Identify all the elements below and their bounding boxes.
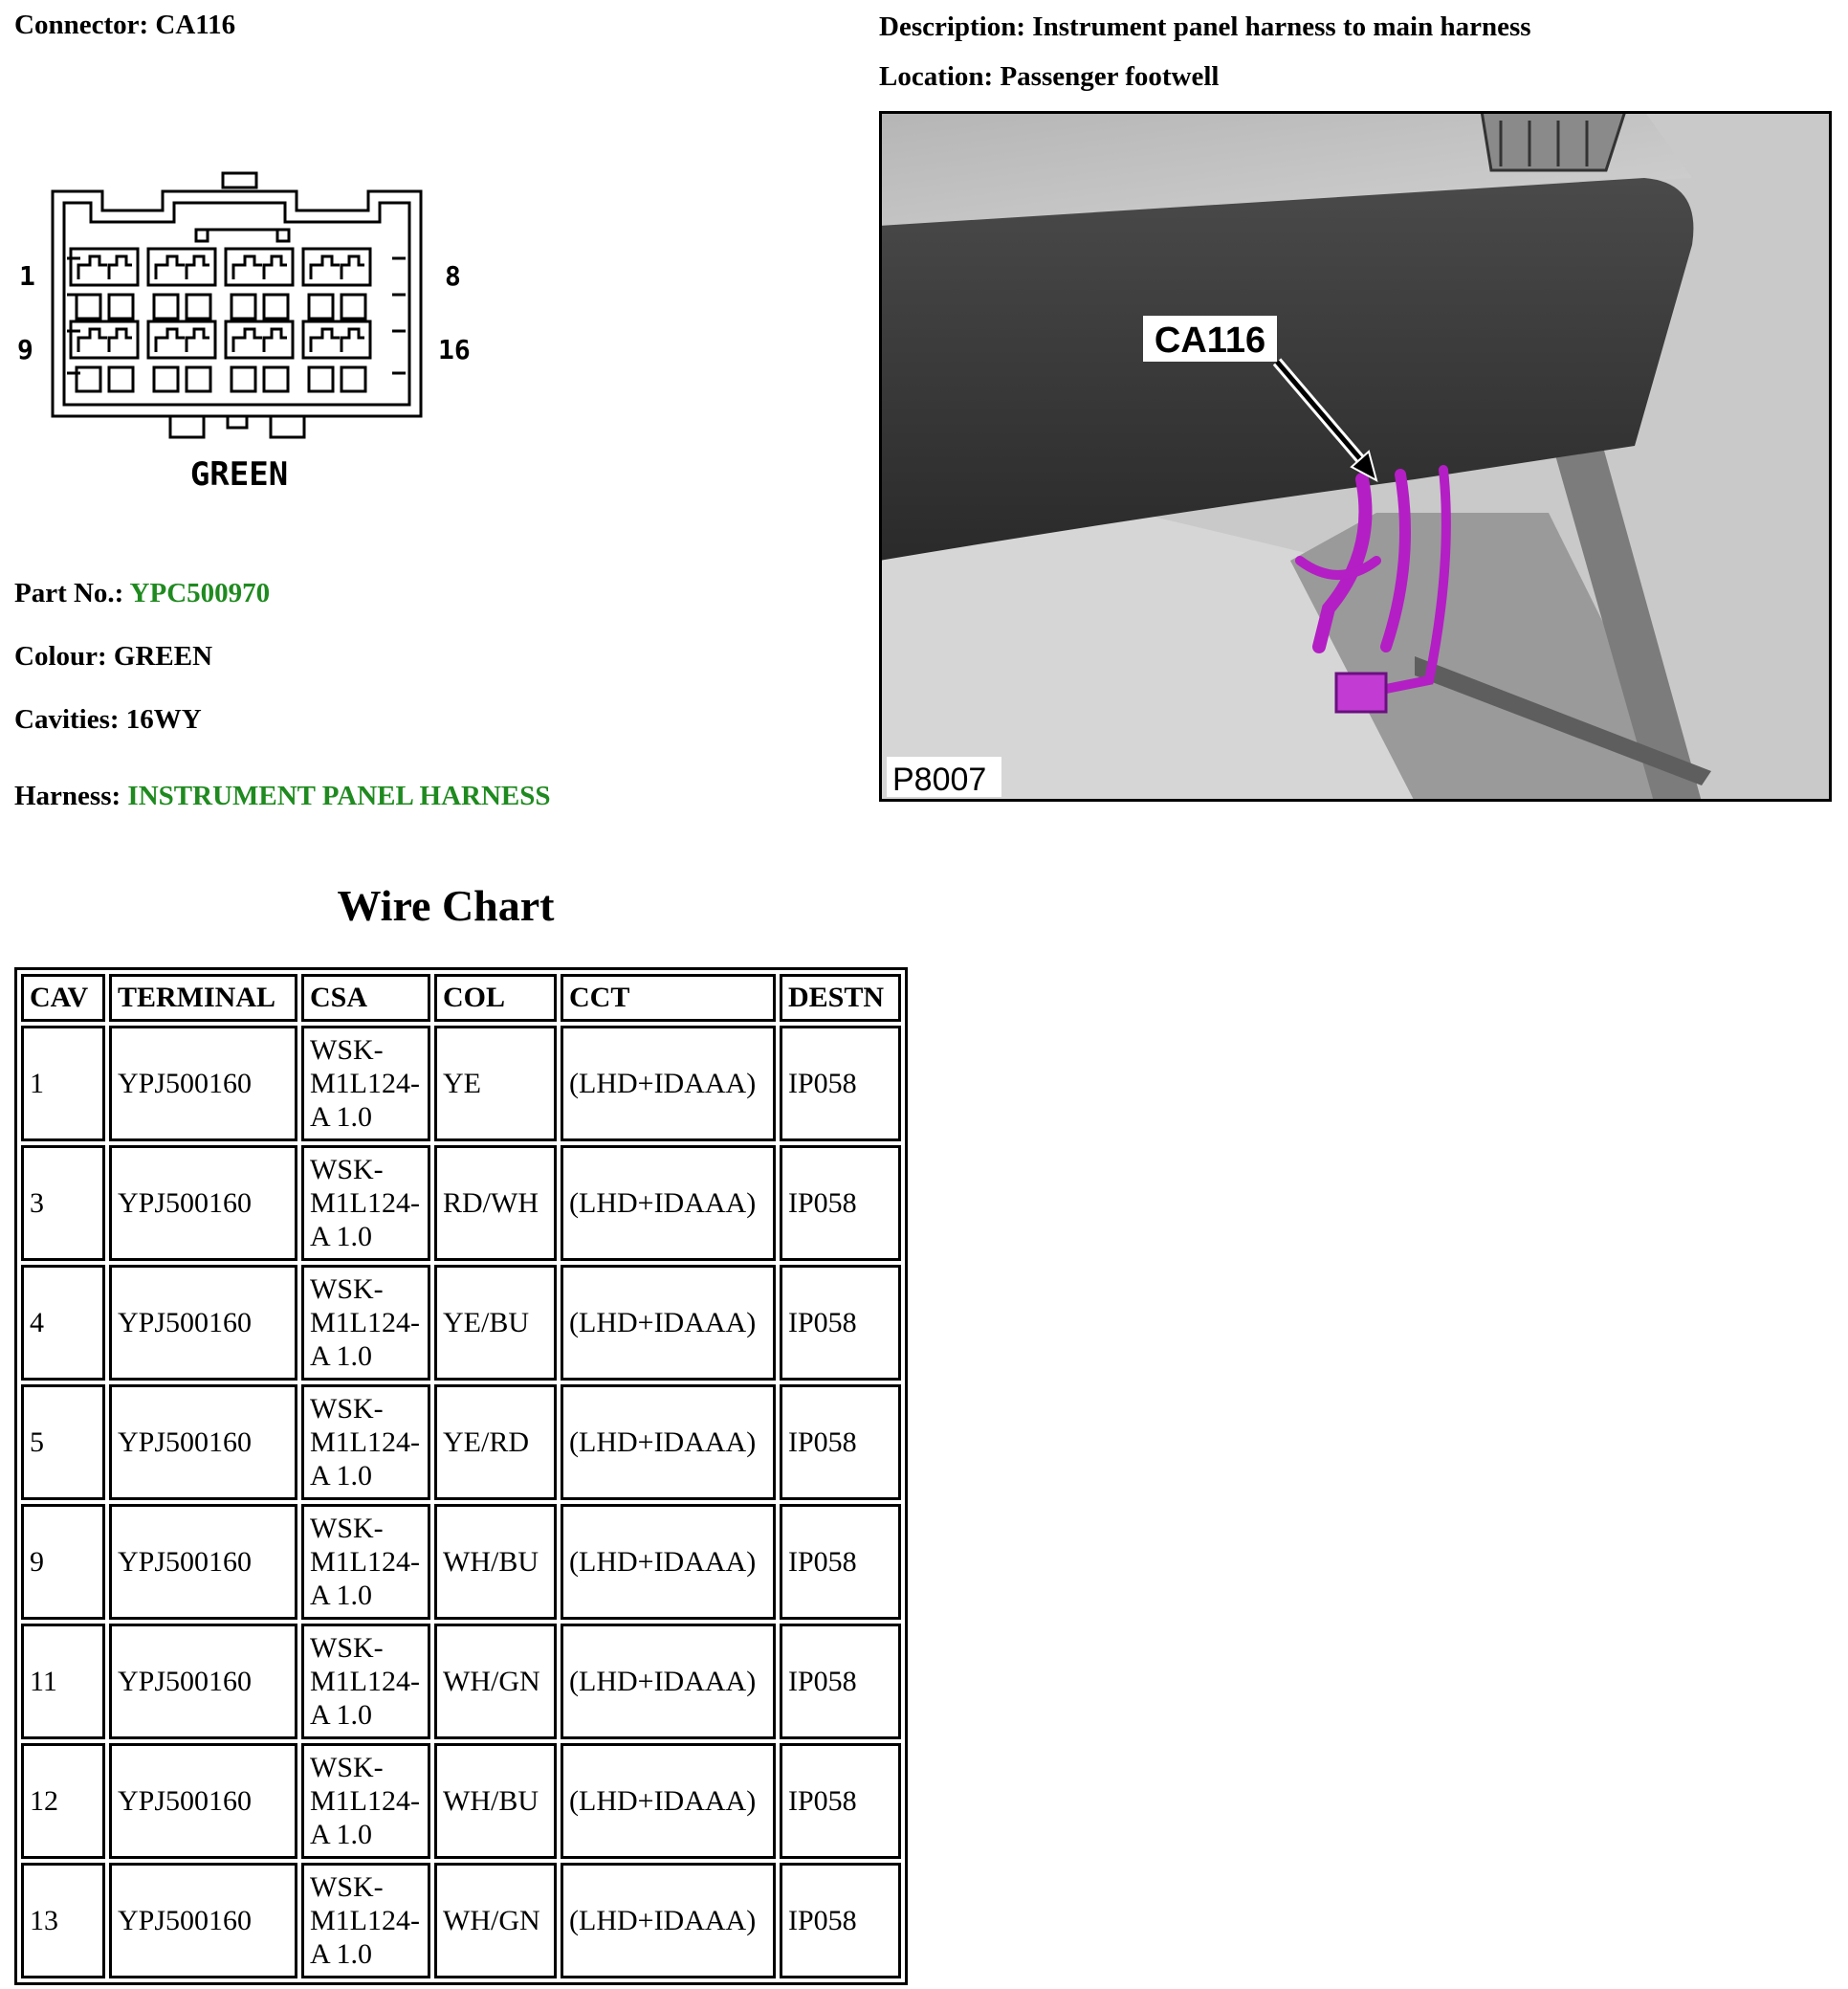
cell-cav: 1 [21,1026,105,1141]
cell-destn: IP058 [780,1145,901,1261]
cell-terminal: YPJ500160 [109,1265,297,1381]
terminal-latch-10 [109,329,132,352]
cell-col: YE [434,1026,557,1141]
table-row [21,1743,901,1859]
location-value: Passenger footwell [1000,61,1220,92]
cell-csa: WSK-M1L124-A 1.0 [301,1624,430,1739]
cell-csa: WSK-M1L124-A 1.0 [301,1384,430,1500]
table-header-row [21,974,901,1022]
cell-cct: (LHD+IDAAA) [561,1743,776,1859]
cavity-terminal-7 [303,249,370,285]
cell-cct: (LHD+IDAAA) [561,1624,776,1739]
cell-destn: IP058 [780,1504,901,1620]
connector-heading [14,10,235,41]
cell-cav: 5 [21,1384,105,1500]
part-number-label: Part No.: [14,578,124,608]
connector-colour-label: GREEN [189,455,289,494]
terminal-latch-14 [264,329,287,352]
cavity-terminal-9 [71,321,138,358]
cell-cav: 13 [21,1863,105,1978]
cell-cav: 12 [21,1743,105,1859]
terminal-latch-7 [311,256,340,279]
cell-terminal: YPJ500160 [109,1384,297,1500]
cavities-label: Cavities: [14,704,120,735]
connector-face-diagram [0,153,536,507]
cell-col: YE/BU [434,1265,557,1381]
table-row [21,1026,901,1141]
cell-destn: IP058 [780,1624,901,1739]
location-label: Location: [879,61,994,92]
pin-label-1: 1 [19,260,35,292]
cell-destn: IP058 [780,1384,901,1500]
cavity-terminal-13 [226,321,293,358]
cavity-slot [109,295,133,319]
cavity-terminal-15 [303,321,370,358]
table-row [21,1384,901,1500]
part-number-line [14,578,270,609]
cavity-slot [154,295,178,319]
part-number-link[interactable]: YPC500970 [129,578,271,608]
description-value: Instrument panel harness to main harness [1032,11,1531,42]
connector-label: Connector: [14,10,149,40]
cell-terminal: YPJ500160 [109,1145,297,1261]
terminal-latch-6 [264,256,287,279]
cavity-terminal-1 [71,249,138,285]
cell-col: WH/BU [434,1743,557,1859]
harness-line [14,781,551,812]
terminal-latch-8 [341,256,364,279]
table-row [21,1504,901,1620]
cell-cct: (LHD+IDAAA) [561,1265,776,1381]
column-header-csa: CSA [301,974,430,1022]
terminal-latch-11 [156,329,185,352]
connector-location-illustration [879,111,1832,802]
cell-terminal: YPJ500160 [109,1863,297,1978]
cavity-slot [231,295,255,319]
description-heading [879,11,1531,43]
terminal-latch-12 [187,329,209,352]
terminal-latch-16 [341,329,364,352]
harness-label: Harness: [14,781,121,811]
wire-chart-table [14,967,908,1985]
cavity-slot [154,367,178,391]
cavities-value: 16WY [125,704,202,735]
cell-destn: IP058 [780,1265,901,1381]
cavity-grid [67,249,406,391]
cavity-slot [309,367,333,391]
cell-terminal: YPJ500160 [109,1504,297,1620]
pin-label-16: 16 [438,334,471,365]
cell-col: YE/RD [434,1384,557,1500]
table-row [21,1265,901,1381]
figure-id: P8007 [892,762,987,798]
cell-csa: WSK-M1L124-A 1.0 [301,1265,430,1381]
cell-cct: (LHD+IDAAA) [561,1145,776,1261]
cell-destn: IP058 [780,1026,901,1141]
cavity-slot [341,295,365,319]
terminal-latch-15 [311,329,340,352]
cavity-terminal-3 [148,249,215,285]
cavity-slot [264,295,288,319]
terminal-latch-5 [233,256,262,279]
cell-cct: (LHD+IDAAA) [561,1384,776,1500]
colour-line [14,641,212,673]
cavity-slot [309,295,333,319]
terminal-latch-4 [187,256,209,279]
air-vent [1482,111,1625,170]
cell-csa: WSK-M1L124-A 1.0 [301,1504,430,1620]
table-row [21,1145,901,1261]
cavity-slot [231,367,255,391]
pin-label-9: 9 [17,334,33,365]
cavity-slot [187,367,210,391]
terminal-latch-13 [233,329,262,352]
wire-chart-title: Wire Chart [337,881,555,930]
pin-label-8: 8 [445,260,461,292]
cavity-slot [264,367,288,391]
terminal-latch-2 [109,256,132,279]
harness-link[interactable]: INSTRUMENT PANEL HARNESS [127,781,551,811]
cell-terminal: YPJ500160 [109,1743,297,1859]
column-header-cct: CCT [561,974,776,1022]
connector-value: CA116 [155,10,236,40]
cell-csa: WSK-M1L124-A 1.0 [301,1743,430,1859]
location-heading [879,61,1219,93]
cell-cav: 4 [21,1265,105,1381]
description-label: Description: [879,11,1026,42]
cavity-slot [341,367,365,391]
cell-cct: (LHD+IDAAA) [561,1863,776,1978]
cell-cav: 11 [21,1624,105,1739]
cavities-line [14,704,202,736]
cell-cav: 9 [21,1504,105,1620]
cell-destn: IP058 [780,1863,901,1978]
cell-col: WH/GN [434,1624,557,1739]
cell-cct: (LHD+IDAAA) [561,1504,776,1620]
cavity-slot [77,367,100,391]
cell-cav: 3 [21,1145,105,1261]
column-header-terminal: TERMINAL [109,974,297,1022]
callout-label: CA116 [1154,320,1266,361]
cell-terminal: YPJ500160 [109,1026,297,1141]
table-row [21,1863,901,1978]
harness-connector [1336,674,1386,712]
colour-label: Colour: [14,641,107,672]
cavity-slot [187,295,210,319]
cell-csa: WSK-M1L124-A 1.0 [301,1145,430,1261]
terminal-latch-3 [156,256,185,279]
cell-csa: WSK-M1L124-A 1.0 [301,1026,430,1141]
column-header-destn: DESTN [780,974,901,1022]
housing-ribs [67,258,406,373]
colour-value: GREEN [113,641,213,672]
terminal-latch-9 [78,329,107,352]
cell-cct: (LHD+IDAAA) [561,1026,776,1141]
cell-destn: IP058 [780,1743,901,1859]
cavity-slot [77,295,100,319]
cell-terminal: YPJ500160 [109,1624,297,1739]
column-header-col: COL [434,974,557,1022]
cell-col: WH/BU [434,1504,557,1620]
cavity-slot [109,367,133,391]
cavity-terminal-11 [148,321,215,358]
cell-csa: WSK-M1L124-A 1.0 [301,1863,430,1978]
table-row [21,1624,901,1739]
terminal-latch-1 [78,256,107,279]
cell-col: RD/WH [434,1145,557,1261]
column-header-cav: CAV [21,974,105,1022]
cavity-terminal-5 [226,249,293,285]
cell-col: WH/GN [434,1863,557,1978]
